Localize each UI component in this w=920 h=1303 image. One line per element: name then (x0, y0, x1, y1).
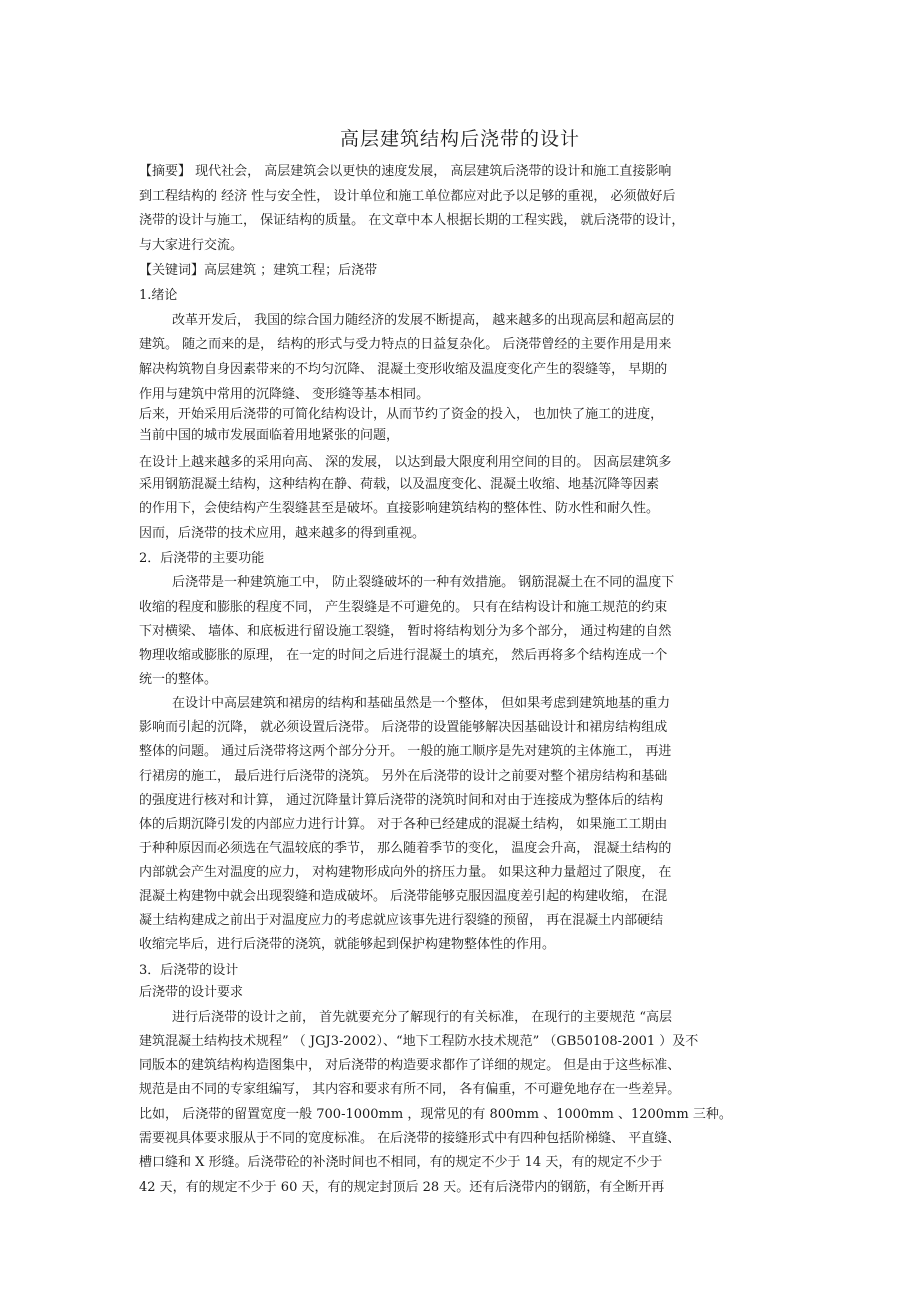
paragraph-line: 规范是由不同的专家组编写， 其内容和要求有所不同， 各有偏重，不可避免地存在一些差异。 (139, 1082, 681, 1097)
keywords-line: 【关键词】高层建筑 ；建筑工程；后浇带 (139, 263, 378, 278)
paragraph-line: 收缩的程度和膨胀的程度不同， 产生裂缝是不可避免的。 只有在结构设计和施工规范的约束 (139, 600, 668, 615)
paragraph-line: 改革开发后， 我国的综合国力随经济的发展不断提高， 越来越多的出现高层和超高层的 (172, 313, 675, 328)
paragraph-line: 影响而引起的沉降， 就必须设置后浇带。 后浇带的设置能够解决因基础设计和裙房结构组成 (139, 720, 668, 735)
paragraph-line: 解决构筑物自身因素带来的不均匀沉降、 混凝土变形收缩及温度变化产生的裂缝等， 早期的 (139, 362, 668, 377)
section-heading: 3．后浇带的设计 (139, 963, 239, 978)
paragraph-line: 后来，开始采用后浇带的可简化结构设计，从而节约了资金的投入， 也加快了施工的进度， (139, 407, 664, 422)
paragraph-line: 体的后期沉降引发的内部应力进行计算。 对于各种已经建成的混凝土结构， 如果施工工期由 (139, 817, 668, 832)
paragraph-line: 后浇带是一种建筑施工中， 防止裂缝破坏的一种有效措施。 钢筋混凝土在不同的温度下 (172, 575, 675, 590)
paragraph-line: 采用钢筋混凝土结构，这种结构在静、荷载，以及温度变化、混凝土收缩、地基沉降等因素 (139, 477, 660, 492)
paragraph-line: 建筑。 随之而来的是， 结构的形式与受力特点的日益复杂化。 后浇带曾经的主要作用是用来 (139, 337, 672, 352)
paragraph-line: 于种种原因而必须选在气温较底的季节， 那么随着季节的变化， 温度会升高， 混凝土结构的 (139, 841, 672, 856)
paragraph-line: 进行后浇带的设计之前， 首先就要充分了解现行的有关标准， 在现行的主要规范 “高层 (172, 1010, 673, 1025)
paragraph-line: 需要视具体要求服从于不同的宽度标准。 在后浇带的接缝形式中有四种包括阶梯缝、 平直缝、 (139, 1131, 681, 1146)
abstract-line: 【摘要】 现代社会， 高层建筑会以更快的速度发展， 高层建筑后浇带的设计和施工直接影响 (139, 164, 672, 179)
paragraph-line: 建筑混凝土结构技术规程” （ JGJ3-2002）、“地下工程防水技术规范” （GB50108-2001 ）及不 (139, 1034, 699, 1049)
abstract-line: 浇带的设计与施工， 保证结构的质量。 在文章中本人根据长期的工程实践， 就后浇带的设计， (139, 213, 685, 228)
document-title: 高层建筑结构后浇带的设计 (339, 128, 580, 150)
paragraph-line: 同版本的建筑结构构造图集中， 对后浇带的构造要求都作了详细的规定。 但是由于这些标准、 (139, 1058, 681, 1073)
paragraph-line: 物理收缩或膨胀的原理， 在一定的时间之后进行混凝土的填充， 然后再将多个结构连成一个 (139, 648, 668, 663)
paragraph-line: 整体的问题。 通过后浇带将这两个部分分开。 一般的施工顺序是先对建筑的主体施工， 再进 (139, 744, 672, 759)
paragraph-line: 因而，后浇带的技术应用，越来越多的得到重视。 (139, 526, 426, 541)
paragraph-line: 凝土结构建成之前出于对温度应力的考虑就应该事先进行裂缝的预留， 再在混凝土内部硬结 (139, 913, 664, 928)
paragraph-line: 的强度进行核对和计算， 通过沉降量计算后浇带的浇筑时间和对由于连接成为整体后的结构 (139, 793, 664, 808)
section-heading: 1.绪论 (139, 288, 178, 303)
paragraph-line: 比如， 后浇带的留置宽度一般 700-1000mm ，现常见的有 800mm 、1000mm 、1200mm 三种。 (139, 1107, 732, 1122)
paragraph-line: 作用与建筑中常用的沉降缝、 变形缝等基本相同。 (139, 387, 430, 402)
paragraph-line: 的作用下，会使结构产生裂缝甚至是破坏。直接影响建筑结构的整体性、防水性和耐久性。 (139, 501, 660, 516)
section-heading: 2．后浇带的主要功能 (139, 551, 265, 566)
abstract-line: 与大家进行交流。 (139, 238, 244, 253)
paragraph-line: 混凝土构建物中就会出现裂缝和造成破坏。 后浇带能够克服因温度差引起的构建收缩， 在混 (139, 889, 668, 904)
paragraph-line: 内部就会产生对温度的应力， 对构建物形成向外的挤压力量。 如果这种力量超过了限度， 在 (139, 865, 672, 880)
paragraph-line: 在设计中高层建筑和裙房的结构和基础虽然是一个整体， 但如果考虑到建筑地基的重力 (172, 696, 671, 711)
abstract-line: 到工程结构的 经济 性与安全性， 设计单位和施工单位都应对此予以足够的重视， 必须做好后 (139, 189, 676, 204)
paragraph-line: 槽口缝和 X 形缝。后浇带砼的补浇时间也不相同，有的规定不少于 14 天，有的规定不少于 (139, 1155, 663, 1170)
paragraph-line: 在设计上越来越多的采用向高、 深的发展， 以达到最大限度利用空间的目的。 因高层建筑多 (139, 455, 672, 470)
paragraph-line: 当前中国的城市发展面临着用地紧张的问题， (139, 428, 400, 443)
subsection-heading: 后浇带的设计要求 (139, 985, 244, 1000)
paragraph-line: 下对横梁、 墙体、和底板进行留设施工裂缝， 暂时将结构划分为多个部分， 通过构建的自然 (139, 624, 672, 639)
paragraph-line: 行裙房的施工， 最后进行后浇带的浇筑。 另外在后浇带的设计之前要对整个裙房结构和基础 (139, 769, 668, 784)
paragraph-line: 42 天，有的规定不少于 60 天，有的规定封顶后 28 天。还有后浇带内的钢筋，有全断开再 (139, 1180, 665, 1195)
paragraph-line: 统一的整体。 (139, 672, 218, 687)
paragraph-line: 收缩完毕后，进行后浇带的浇筑，就能够起到保护构建物整体性的作用。 (139, 937, 556, 952)
